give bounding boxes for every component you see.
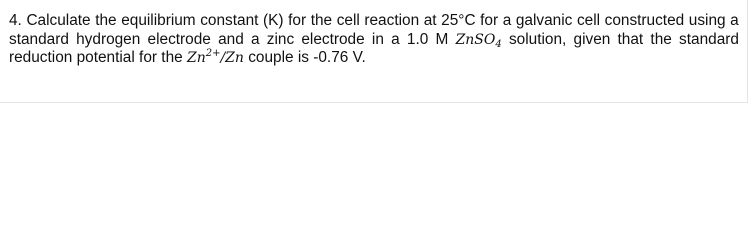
line1-word: the [95,12,117,29]
line2-word: given [573,30,611,48]
line1-word: using [688,12,726,29]
line3-text-before: reduction potential for the [9,49,187,66]
line2-word: hydrogen [76,30,141,48]
line2-word: a [391,30,400,48]
zinc-ion-symbol: Zn [186,50,206,66]
line1-word: a [502,12,512,29]
line2-word: M [435,30,449,48]
line1-word: constructed [604,12,685,29]
line2-word: in [371,30,384,48]
line2-word: that [617,30,644,48]
line1-word: at [423,12,437,29]
line1-word: 25°C [441,12,476,29]
line1-word: (K) [263,12,284,29]
line1-word: cell [336,12,360,29]
line1-word: reaction [364,12,420,29]
zinc-sulfate-formula [456,31,502,50]
line1-word: for [480,12,499,29]
zinc-sulfate-base: ZnSO [455,31,496,48]
zinc-sulfate-subscript: 4 [495,38,502,50]
line2-word: solution, [508,30,567,48]
line1-word: equilibrium [121,12,196,29]
line1-word: the [310,12,333,29]
line1-word: galvanic [515,12,573,29]
question-line-1 [9,12,739,31]
line2-word: the [650,30,672,48]
line1-word: a [730,12,739,29]
line2-word: electrode [147,30,211,48]
line1-word: 4. [9,12,22,29]
line1-word: for [288,12,307,29]
line2-word: standard [9,30,69,48]
line2-word: standard [679,30,739,48]
question-line-3 [9,49,739,68]
zinc-ion-charge: 2+ [205,48,221,59]
line2-word: 1.0 [406,30,429,48]
zinc-couple-formula [187,49,244,68]
line2-word: electrode [301,30,365,48]
question-line-2 [9,31,739,50]
line3-text-after: couple is -0.76 V. [243,49,366,66]
question-text [9,12,739,68]
line1-word: constant [200,12,259,29]
zinc-metal-symbol: /Zn [220,50,244,66]
line2-word: a [250,30,260,48]
line2-word: zinc [266,30,295,48]
line1-word: cell [576,12,601,29]
line1-word: Calculate [26,12,91,29]
line2-word: and [218,30,244,48]
